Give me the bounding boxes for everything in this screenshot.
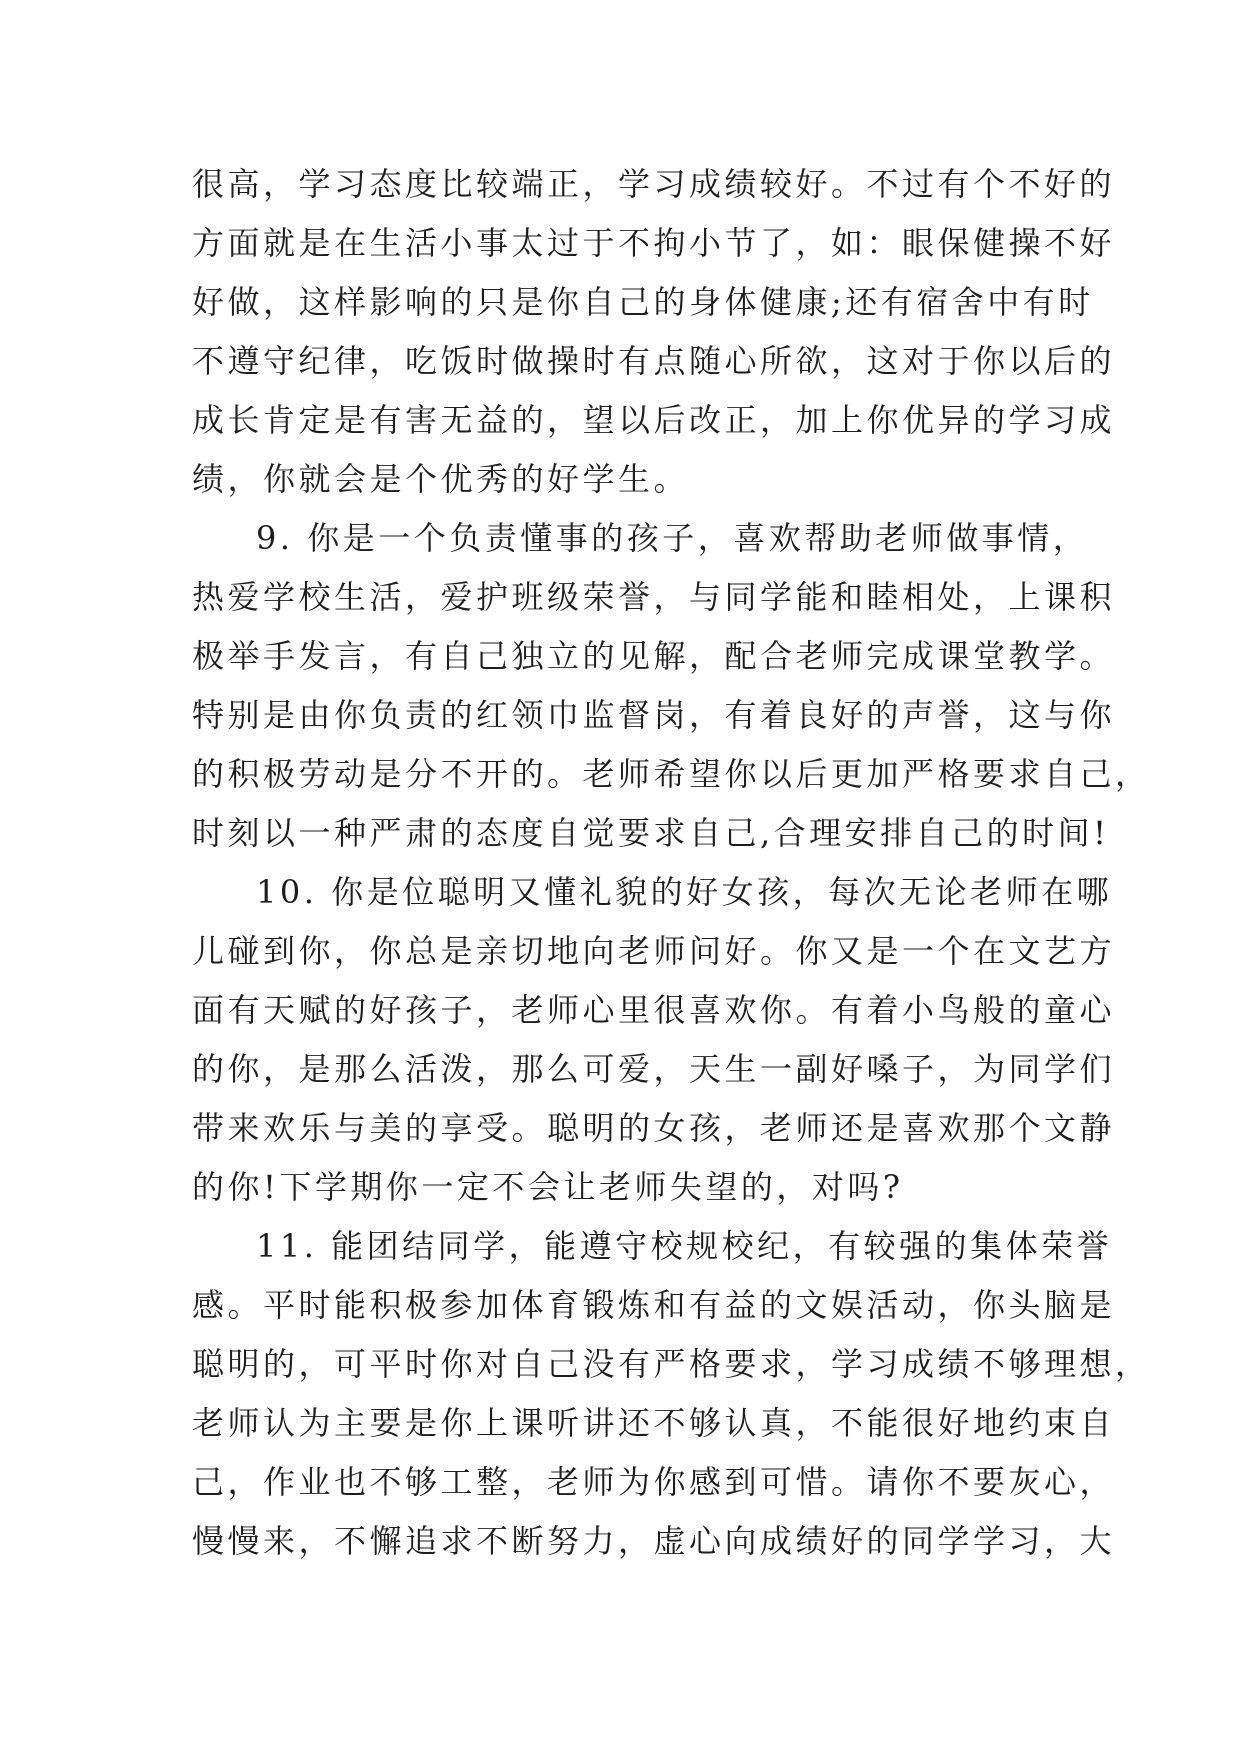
text-line: 的你!下学期你一定不会让老师失望的，对吗?	[192, 1168, 904, 1206]
paragraph-9-first-line: 9. 你是一个负责懂事的孩子，喜欢帮助老师做事情，	[256, 519, 1089, 557]
paragraph-11-first-line: 11. 能团结同学，能遵守校规校纪，有较强的集体荣誉	[256, 1227, 1113, 1265]
paragraph-10-first-line: 10. 你是位聪明又懂礼貌的好女孩，每次无论老师在哪	[256, 873, 1113, 911]
text-line: 老师认为主要是你上课听讲还不够认真，不能很好地约束自	[192, 1404, 1116, 1442]
text-line: 很高，学习态度比较端正，学习成绩较好。不过有个不好的	[192, 165, 1116, 203]
text-line: 的你，是那么活泼，那么可爱，天生一副好嗓子，为同学们	[192, 1050, 1116, 1088]
text-line: 己，作业也不够工整，老师为你感到可惜。请你不要灰心，	[192, 1463, 1116, 1501]
text-line: 热爱学校生活，爱护班级荣誉，与同学能和睦相处，上课积	[192, 578, 1116, 616]
text-line: 面有天赋的好孩子，老师心里很喜欢你。有着小鸟般的童心	[192, 991, 1116, 1029]
text-line: 好做，这样影响的只是你自己的身体健康;还有宿舍中有时	[192, 283, 1094, 321]
text-line: 聪明的，可平时你对自己没有严格要求，学习成绩不够理想，	[192, 1345, 1151, 1383]
text-line: 慢慢来，不懈追求不断努力，虚心向成绩好的同学学习，大	[192, 1522, 1116, 1560]
text-line: 成长肯定是有害无益的，望以后改正，加上你优异的学习成	[192, 401, 1116, 439]
text-line: 时刻以一种严肃的态度自觉要求自己,合理安排自己的时间!	[192, 814, 1110, 852]
text-line: 的积极劳动是分不开的。老师希望你以后更加严格要求自己，	[192, 755, 1151, 793]
text-line: 方面就是在生活小事太过于不拘小节了，如：眼保健操不好	[192, 224, 1116, 262]
text-line: 儿碰到你，你总是亲切地向老师问好。你又是一个在文艺方	[192, 932, 1116, 970]
text-line: 感。平时能积极参加体育锻炼和有益的文娱活动，你头脑是	[192, 1286, 1116, 1324]
text-line: 绩，你就会是个优秀的好学生。	[192, 460, 690, 498]
text-line: 极举手发言，有自己独立的见解，配合老师完成课堂教学。	[192, 637, 1116, 675]
text-line: 带来欢乐与美的享受。聪明的女孩，老师还是喜欢那个文静	[192, 1109, 1116, 1147]
text-line: 不遵守纪律，吃饭时做操时有点随心所欲，这对于你以后的	[192, 342, 1116, 380]
text-line: 特别是由你负责的红领巾监督岗，有着良好的声誉，这与你	[192, 696, 1116, 734]
